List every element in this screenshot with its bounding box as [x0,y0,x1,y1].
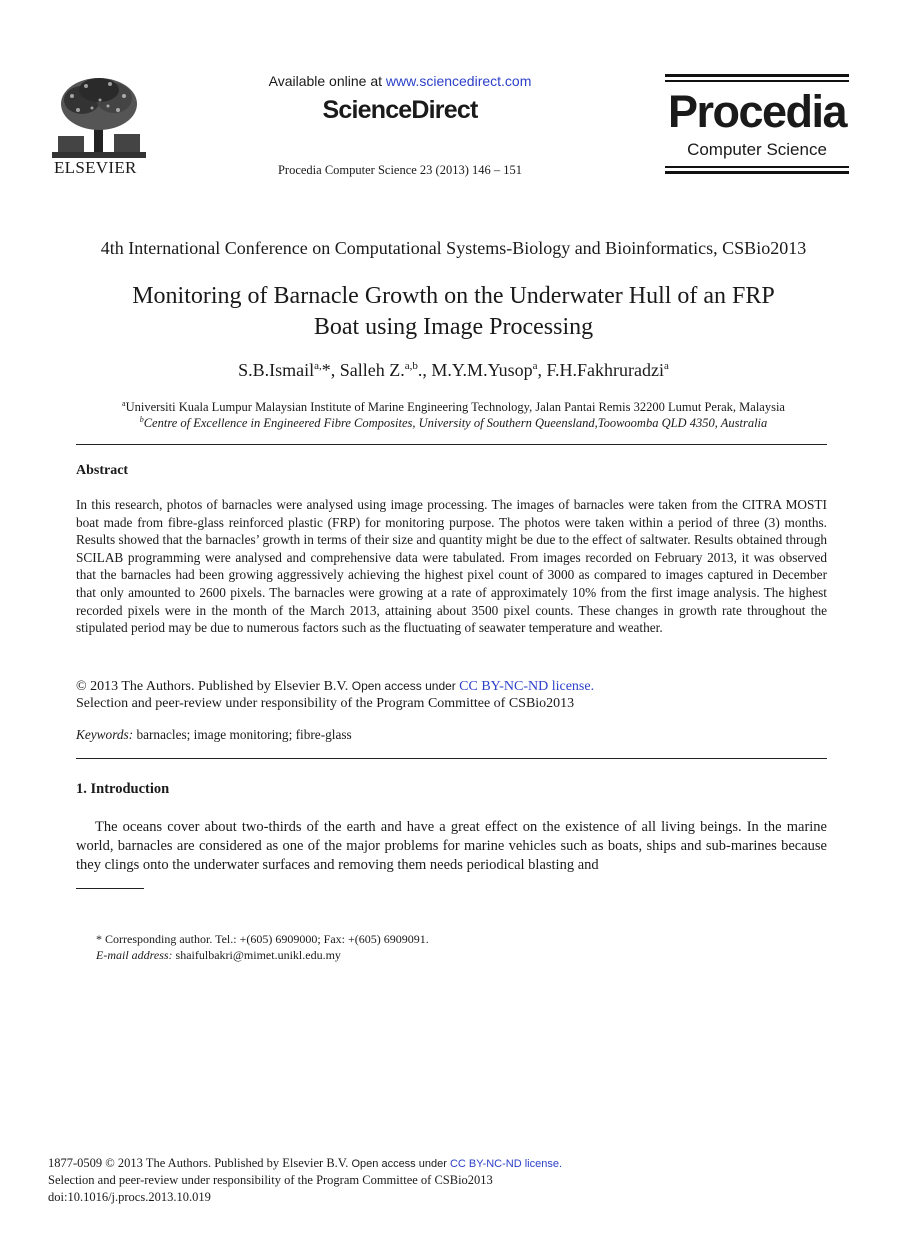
author-affiliation-mark: a [532,360,538,372]
brand-rule-bottom [665,171,849,174]
publisher-name: ELSEVIER [54,158,137,177]
brand-rule-top-thin [665,80,849,82]
affiliation-b [40,415,867,431]
brand-rule-bottom-thin [665,166,849,168]
author-list [60,360,847,381]
footer-peer-review-line: Selection and peer-review under responsibility of the Program Committee of CSBio2013 [48,1173,493,1187]
brand-rule-top [665,74,849,77]
conference-name: 4th International Conference on Computational Systems-Biology and Bioinformatics, CSBio2013 [100,238,807,258]
email-footnote [96,948,827,963]
available-prefix: Available online at [268,73,386,89]
keywords-label: Keywords: [76,727,134,742]
author-separator: , [537,360,547,380]
footer-copyright-text: 1877-0509 © 2013 The Authors. Published by Elsevier B.V. [48,1156,352,1170]
author-affiliation-mark: a,b [404,360,418,372]
affiliation-text: Centre of Excellence in Engineered Fibre Composites, University of Southern Queensland,Toowoomba QLD 4350, Australia [143,416,768,431]
author-name: F.H.Fakhruradzi [546,360,665,380]
procedia-subtitle: Computer Science [687,140,827,159]
introduction-text: The oceans cover about two-thirds of the earth and have a great effect on the existence of all living beings. In the marine world, barnacles are considered as one of the major problems for marine vehicles such as boats, ships and sub-marines because they clings onto the underwater surfaces and removing them needs periodical blasting and [76,819,827,873]
author-name: S.B.Ismail [238,360,315,380]
available-online-line [230,73,570,89]
abstract-text: In this research, photos of barnacles were analysed using image processing. The images of barnacles were taken from the CITRA MOSTI boat made from fibre-glass reinforced plastic (FRP) for monitoring purpose. The photos were taken within a period of three (3) months. Results showed that the barnacles’ growth in terms of their size and quantity might be due to the effect of saltwater. Results obtained through SCILAB programming were analysed and comprehensive data were tabulated. From images recorded on February 2013, it was observed that the barnacles had been growing aggressively achieving the highest pixel count of 3000 as compared to images captured in December that only amounted to 2600 pixels. The barnacles were growing at a rate of approximately 10% from the first image analysis. The highest recorded pixels were in the month of the March 2013, attaining about 3500 pixel counts. These changes in growth rate throughout the stipulated period may be due to numerous factors such as the fluctuating of seawater temperature and weather. [76,497,827,636]
abstract-bottom-rule [76,758,827,759]
paper-title-line-1: Monitoring of Barnacle Growth on the Underwater Hull of an FRP [132,283,775,309]
author-affiliation-mark: a, [314,360,322,372]
footer-doi: doi:10.1016/j.procs.2013.10.019 [48,1190,211,1204]
corresponding-author-footnote: * Corresponding author. Tel.: +(605) 6909000; Fax: +(605) 6909091. [96,932,429,946]
paper-title [60,281,847,343]
copyright-line [76,678,827,695]
procedia-brand [665,74,849,174]
abstract-top-rule [76,444,827,445]
author-name: Salleh Z. [339,360,405,380]
peer-review-line: Selection and peer-review under responsibility of the Program Committee of CSBio2013 [76,696,575,711]
footer-copyright-line [48,1155,868,1173]
affiliation-mark: a [122,399,126,408]
affiliation-mark: b [139,415,144,424]
paper-title-line-2: Boat using Image Processing [313,314,594,340]
open-access-label: Open access under [351,679,460,693]
footer-license-link[interactable]: CC BY-NC-ND license. [449,1158,562,1170]
journal-citation: Procedia Computer Science 23 (2013) 146 – 151 [277,163,523,177]
author-separator: ., [417,360,432,380]
copyright-text: © 2013 The Authors. Published by Elsevier B.V. [76,679,352,694]
email-address: shaifulbakri@mimet.unikl.edu.my [172,948,341,962]
email-label: E-mail address: [96,948,173,962]
footer-open-access-label: Open access under [351,1158,450,1170]
keywords-line [76,727,827,743]
abstract-heading: Abstract [76,463,129,478]
author-separator: *, [321,360,340,380]
footnote-rule [76,888,144,889]
procedia-wordmark: Procedia [667,86,847,137]
affiliation-a [40,399,867,415]
license-link[interactable]: CC BY-NC-ND license. [459,679,595,694]
section-heading-introduction: 1. Introduction [76,781,170,797]
sciencedirect-link[interactable]: www.sciencedirect.com [385,73,532,89]
author-name: M.Y.M.Yusop [431,360,533,380]
keywords-text: barnacles; image monitoring; fibre-glass [133,727,352,742]
affiliation-text: Universiti Kuala Lumpur Malaysian Institute of Marine Engineering Technology, Jalan Pantai Remis 32200 Lumut Perak, Malaysia [125,400,785,415]
author-affiliation-mark: a [664,360,669,372]
sciencedirect-wordmark: ScienceDirect [322,96,478,124]
